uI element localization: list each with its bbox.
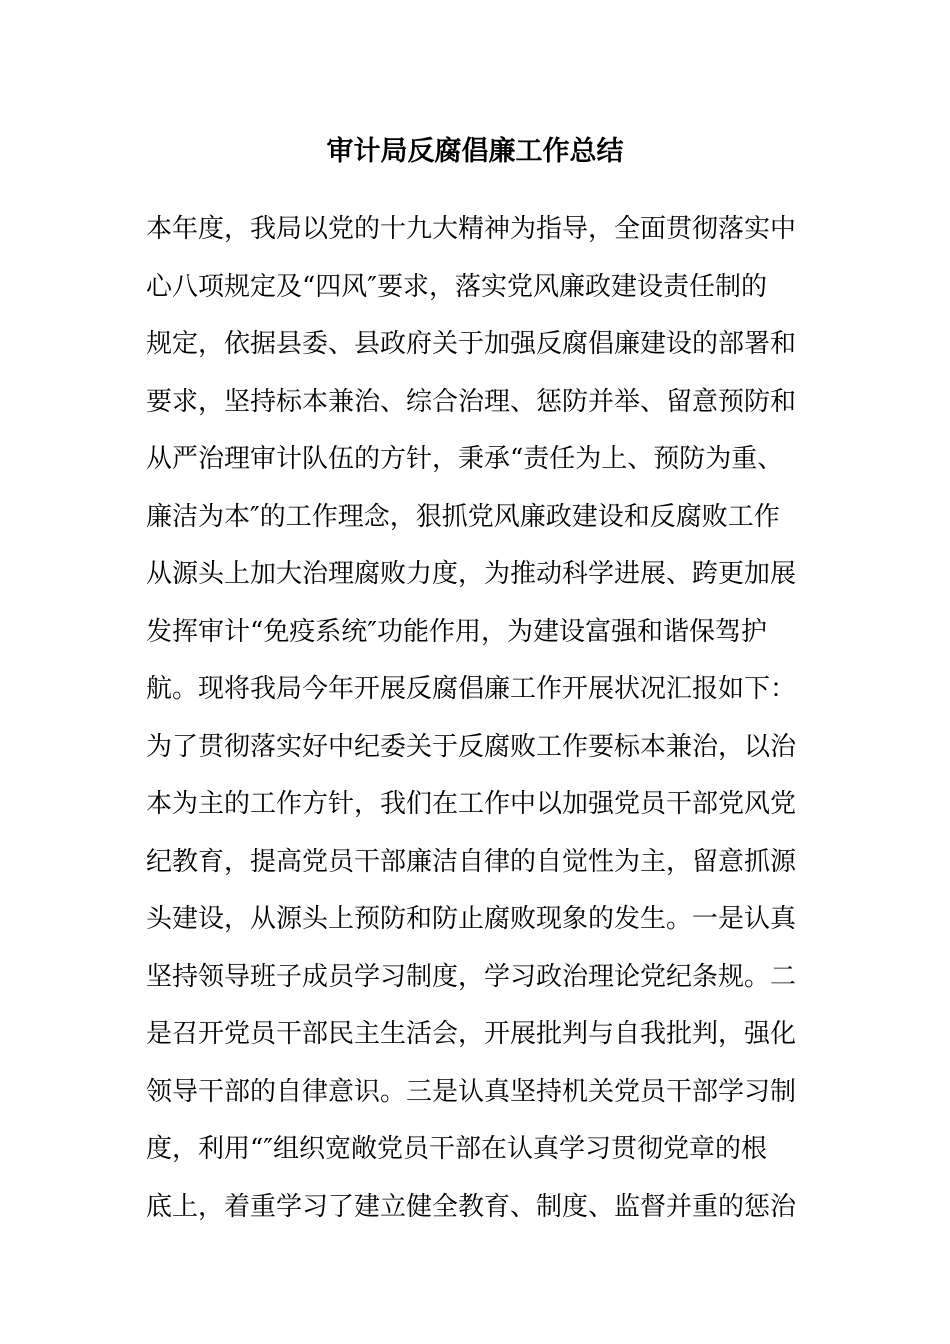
body-line: 为了贯彻落实好中纪委关于反腐败工作要标本兼治，以治	[146, 731, 797, 762]
body-line: 要求，坚持标本兼治、综合治理、惩防并举、留意预防和	[146, 386, 797, 417]
body-line: 底上，着重学习了建立健全教育、制度、监督并重的惩治	[146, 1191, 797, 1222]
body-line: 领导干部的自律意识。三是认真坚持机关党员干部学习制	[146, 1076, 797, 1107]
body-line: 廉洁为本″的工作理念，狠抓党风廉政建设和反腐败工作	[146, 501, 780, 532]
body-line: 发挥审计“免疫系统″功能作用，为建设富强和谐保驾护	[146, 616, 768, 647]
body-line: 头建设，从源头上预防和防止腐败现象的发生。一是认真	[146, 904, 797, 934]
body-line: 从源头上加大治理腐败力度，为推动科学进展、跨更加展	[146, 559, 797, 589]
body-line: 航。现将我局今年开展反腐倡廉工作开展状况汇报如下：	[146, 674, 797, 704]
body-line: 度，利用“″组织宽敞党员干部在认真学习贯彻党章的根	[146, 1134, 768, 1164]
body-line: 从严治理审计队伍的方针，秉承“责任为上、预防为重、	[146, 444, 784, 474]
body-line: 纪教育，提高党员干部廉洁自律的自觉性为主，留意抓源	[146, 846, 797, 877]
body-line: 坚持领导班子成员学习制度，学习政治理论党纪条规。二	[146, 961, 797, 992]
body-line: 心八项规定及“四风″要求，落实党风廉政建设责任制的	[146, 271, 768, 302]
body-line: 是召开党员干部民主生活会，开展批判与自我批判，强化	[146, 1019, 797, 1049]
body-line: 本为主的工作方针，我们在工作中以加强党员干部党风党	[146, 789, 797, 819]
document-body	[146, 201, 806, 1236]
document-title: 审计局反腐倡廉工作总结	[326, 136, 624, 167]
body-line: 本年度，我局以党的十九大精神为指导，全面贯彻落实中	[146, 214, 797, 244]
body-line: 规定，依据县委、县政府关于加强反腐倡廉建设的部署和	[146, 329, 797, 359]
